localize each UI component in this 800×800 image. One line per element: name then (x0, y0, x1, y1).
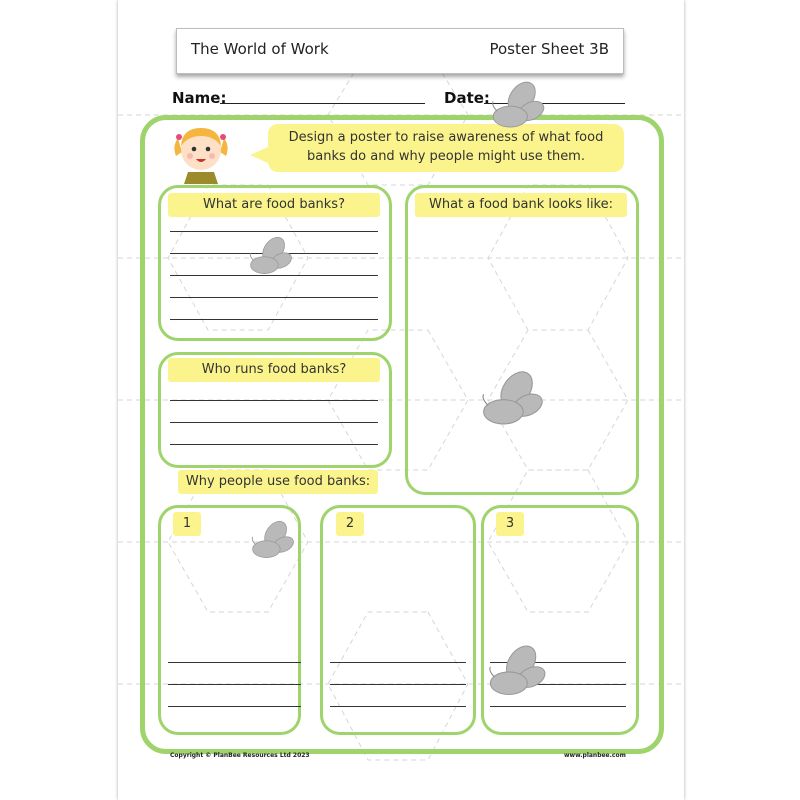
write-line (330, 662, 466, 663)
who-runs-food-banks-label: Who runs food banks? (168, 358, 380, 382)
title-bar (176, 28, 624, 74)
bee-watermark-icon (478, 80, 554, 138)
date-label: Date: (444, 89, 490, 107)
reason-box-2 (320, 505, 476, 735)
speech-bubble-tail (250, 146, 270, 164)
write-line (170, 297, 378, 298)
copyright-text: Copyright © PlanBee Resources Ltd 2023 (170, 752, 310, 759)
girl-character-icon (170, 118, 232, 184)
bee-watermark-icon (238, 236, 300, 282)
write-line (330, 684, 466, 685)
name-write-line (220, 103, 425, 104)
write-line (168, 706, 301, 707)
instruction-text: Design a poster to raise awareness of what food banks do and why people might use them. (288, 130, 604, 164)
bee-watermark-icon (240, 520, 302, 566)
what-are-food-banks-label: What are food banks? (168, 193, 380, 217)
bee-watermark-icon (474, 644, 556, 706)
worksheet-title: The World of Work (191, 40, 329, 58)
why-people-use-food-banks-label: Why people use food banks: (178, 470, 378, 494)
write-line (168, 662, 301, 663)
write-line (170, 231, 378, 232)
name-label: Name: (172, 89, 227, 107)
write-line (170, 422, 378, 423)
reason-number-3: 3 (496, 512, 524, 536)
write-line (170, 319, 378, 320)
write-line (330, 706, 466, 707)
reason-number-1: 1 (173, 512, 201, 536)
food-bank-looks-like-label: What a food bank looks like: (415, 193, 627, 217)
write-line (490, 706, 626, 707)
write-line (168, 684, 301, 685)
write-line (170, 400, 378, 401)
worksheet (118, 0, 684, 800)
food-bank-looks-like-box (405, 185, 639, 495)
sheet-number: Poster Sheet 3B (489, 40, 609, 58)
reason-number-2: 2 (336, 512, 364, 536)
write-line (170, 444, 378, 445)
website-text: www.planbee.com (564, 752, 626, 759)
bee-watermark-icon (466, 370, 554, 436)
